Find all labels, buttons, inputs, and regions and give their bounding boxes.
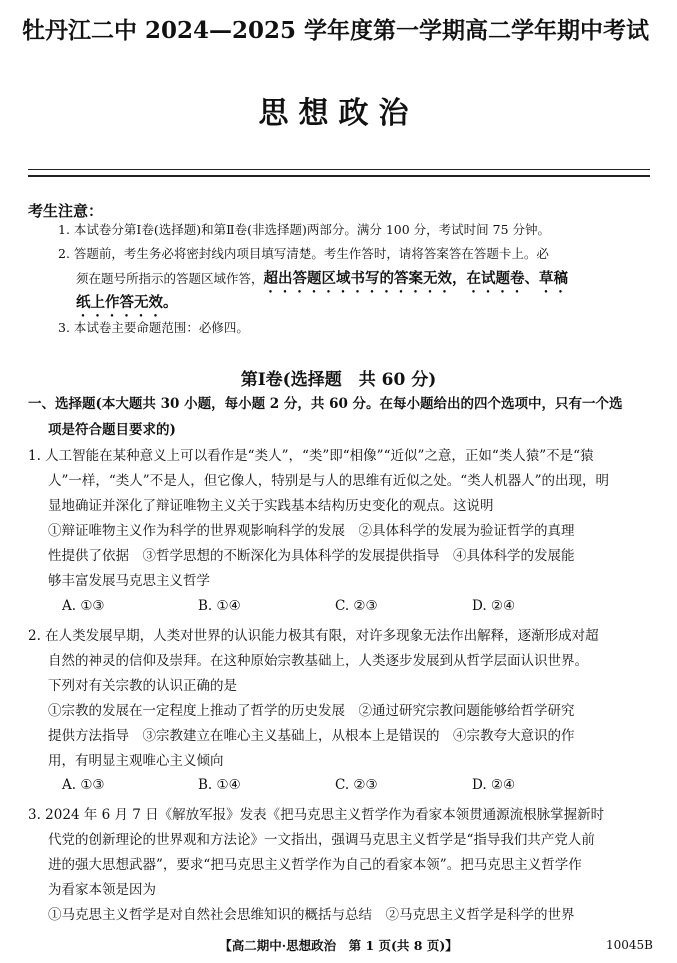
q2-line-3: 下列对有关宗教的认识正确的是 (48, 678, 237, 694)
page-footer: 【高二期中·思想政治 第 1 页(共 8 页)】 (219, 938, 458, 953)
notice-item-2-line-3: 纸上作答无效。 (76, 294, 178, 311)
q3-line-3: 进的强大思想武器”，要求“把马克思主义哲学作为自己的看家本领”。把马克思主义哲学作 (48, 857, 582, 873)
q1-line-5: 性提供了依据 ③哲学思想的不断深化为具体科学的发展提供指导 ④具体科学的发展能 (48, 548, 575, 564)
q1-option-b: B. ①④ (198, 598, 241, 614)
notice-heading: 考生注意： (28, 202, 104, 220)
notice-item-2-line-1: 2. 答题前，考生务必将密封线内项目填写清楚。考生作答时，请将答案答在答题卡上。必 (58, 246, 549, 261)
q2-line-1: 2. 在人类发展早期，人类对世界的认识能力极其有限，对许多现象无法作出解释，逐渐形成对超 (28, 628, 599, 644)
q2-line-6: 用，有明显主观唯心主义倾向 (48, 753, 224, 769)
q1-line-2: 人”一样，“类人”不是人，但它像人，特别是与人的思维有近似之处。“类人机器人”的出现，明 (48, 473, 610, 489)
notice-item-2-emphasis: 超出答题区域书写的答案无效，在试题卷、草稿 (263, 270, 569, 287)
q2-line-5: 提供方法指导 ③宗教建立在唯心主义基础上，从根本上是错误的 ④宗教夸大意识的作 (48, 728, 575, 744)
q2-line-4: ①宗教的发展在一定程度上推动了哲学的历史发展 ②通过研究宗教问题能够给哲学研究 (48, 703, 575, 719)
divider-thin (28, 169, 650, 170)
q2-line-2: 自然的神灵的信仰及崇拜。在这种原始宗教基础上，人类逐步发展到从哲学层面认识世界。 (48, 653, 588, 669)
notice-item-2-plain: 须在题号所指示的答题区域作答， (76, 271, 264, 286)
q3-line-4: 为看家本领是因为 (48, 882, 156, 898)
q2-option-b: B. ①④ (198, 777, 241, 793)
q2-option-d: D. ②④ (472, 777, 516, 793)
q1-line-4: ①辩证唯物主义作为科学的世界观影响科学的发展 ②具体科学的发展为验证哲学的真理 (48, 523, 575, 539)
q3-line-2: 代党的创新理论的世界观和方法论》一文指出，强调马克思主义哲学是“指导我们共产党人前 (48, 832, 595, 848)
notice-item-1: 1. 本试卷分第Ⅰ卷(选择题)和第Ⅱ卷(非选择题)两部分。满分 100 分，考试时间 75 分钟。 (58, 222, 550, 237)
notice-item-3: 3. 本试卷主要命题范围：必修四。 (58, 320, 249, 335)
q1-option-d: D. ②④ (472, 598, 516, 614)
q1-line-3: 显地确证并深化了辩证唯物主义关于实践基本结构历史变化的观点。这说明 (48, 498, 494, 514)
q2-option-a: A. ①③ (62, 777, 105, 793)
section-instruction-line-2: 项是符合题目要求的) (48, 422, 176, 438)
section-title: 第Ⅰ卷(选择题 共 60 分) (240, 370, 437, 390)
exam-title: 牡丹江二中 2024—2025 学年度第一学期高二学年期中考试 (22, 17, 650, 44)
q1-line-1: 1. 人工智能在某种意义上可以看作是“类人”，“类”即“相像”“近似”之意，正如“类人猿”不是“猿 (28, 448, 594, 464)
q1-option-c: C. ②③ (335, 598, 378, 614)
q2-option-c: C. ②③ (335, 777, 378, 793)
q1-option-a: A. ①③ (62, 598, 105, 614)
divider-thick (28, 175, 650, 177)
section-instruction-line-1: 一、选择题(本大题共 30 小题，每小题 2 分，共 60 分。在每小题给出的四个选项中，只有一个选 (28, 396, 623, 412)
q1-line-6: 够丰富发展马克思主义哲学 (48, 573, 210, 589)
notice-item-2-line-2 (76, 270, 568, 296)
q3-line-5: ①马克思主义哲学是对自然社会思维知识的概括与总结 ②马克思主义哲学是科学的世界 (48, 907, 575, 923)
q3-line-1: 3. 2024 年 6 月 7 日《解放军报》发表《把马克思主义哲学作为看家本领贯通源流根脉掌握新时 (28, 807, 605, 823)
paper-code: 10045B (606, 938, 653, 952)
subject-title: 思想政治 (258, 96, 419, 131)
